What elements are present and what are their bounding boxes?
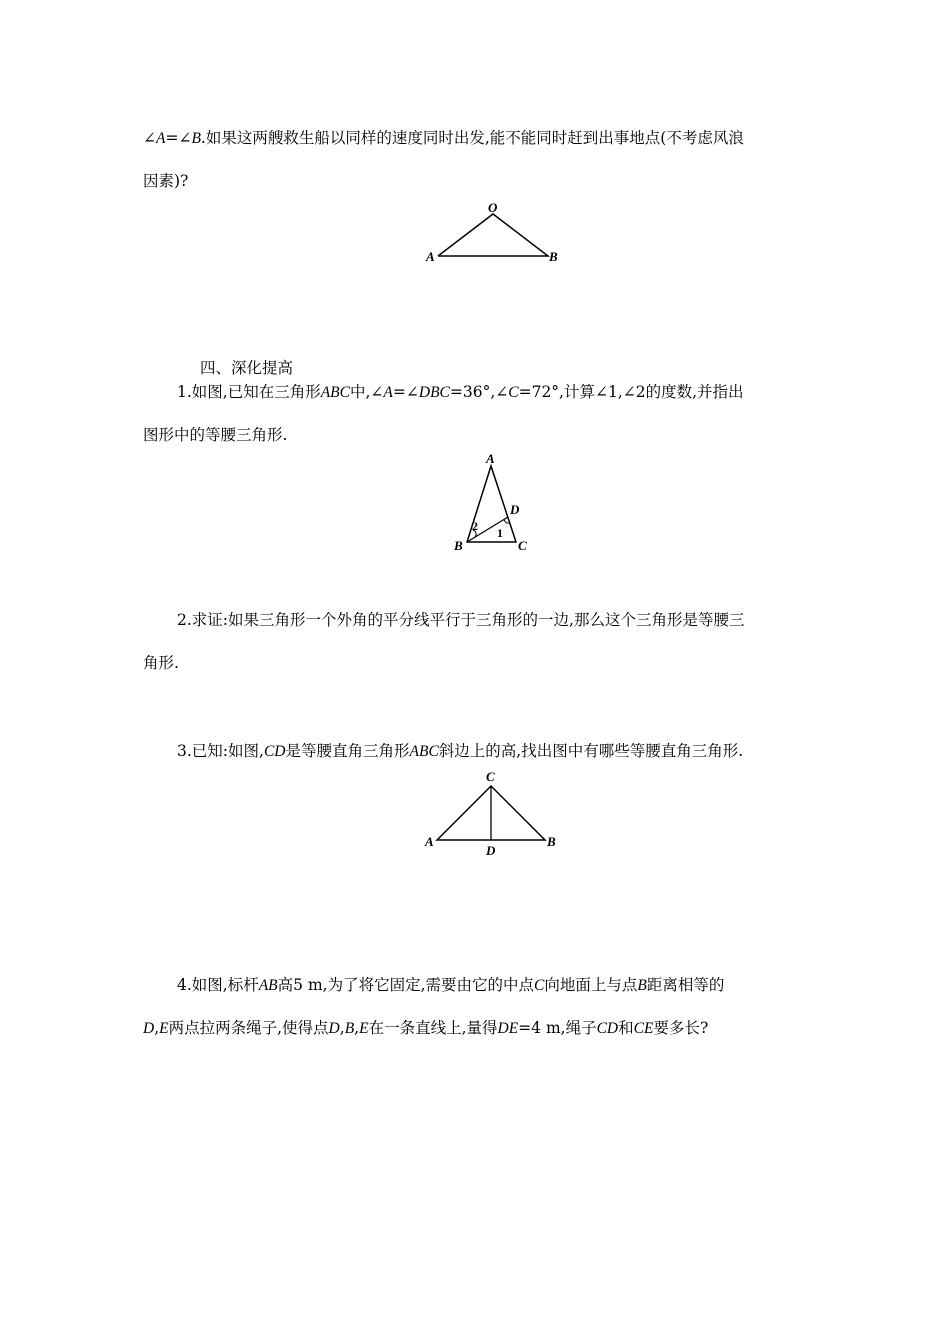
figure-q3-triangle: [420, 768, 570, 858]
q1-line-2: 图形中的等腰三角形.: [143, 426, 288, 444]
label-d: D: [510, 502, 520, 517]
q3-line-1: 3.已知:如图,CD是等腰直角三角形ABC斜边上的高,找出图中有哪些等腰直角三角形.: [177, 742, 744, 760]
q2-line-1: 2.求证:如果三角形一个外角的平分线平行于三角形的一边,那么这个三角形是等腰三: [177, 611, 745, 629]
label-c: C: [486, 769, 495, 784]
figure-ship-triangle: [420, 198, 570, 270]
label-d: D: [486, 843, 496, 858]
q4-line-1: 4.如图,标杆AB高5 m,为了将它固定,需要由它的中点C向地面上与点B距离相等的: [177, 976, 725, 994]
label-a: A: [486, 451, 495, 466]
figure-q1-triangle: [452, 451, 532, 554]
label-b: B: [454, 538, 463, 553]
label-b: B: [547, 834, 556, 849]
label-c: C: [518, 538, 527, 553]
label-a: A: [426, 249, 435, 264]
label-o: O: [488, 200, 498, 215]
label-b: B: [549, 249, 558, 264]
angle-2-label: 2: [472, 519, 478, 533]
q4-line-2: D,E两点拉两条绳子,使得点D,B,E在一条直线上,量得DE=4 m,绳子CD和CE要多长?: [143, 1019, 709, 1037]
q2-line-2: 角形.: [143, 654, 179, 672]
intro-line-2: 因素)?: [143, 172, 189, 190]
q1-line-1: 1.如图,已知在三角形ABC中,∠A=∠DBC=36°,∠C=72°,计算∠1,∠2的度数,并指出: [177, 383, 744, 401]
label-a: A: [425, 834, 434, 849]
intro-line-1: ∠A=∠B.如果这两艘救生船以同样的速度同时出发,能不能同时赶到出事地点(不考虑风浪: [143, 129, 744, 147]
section-title: 四、深化提高: [200, 359, 294, 377]
angle-1-label: 1: [497, 526, 503, 540]
